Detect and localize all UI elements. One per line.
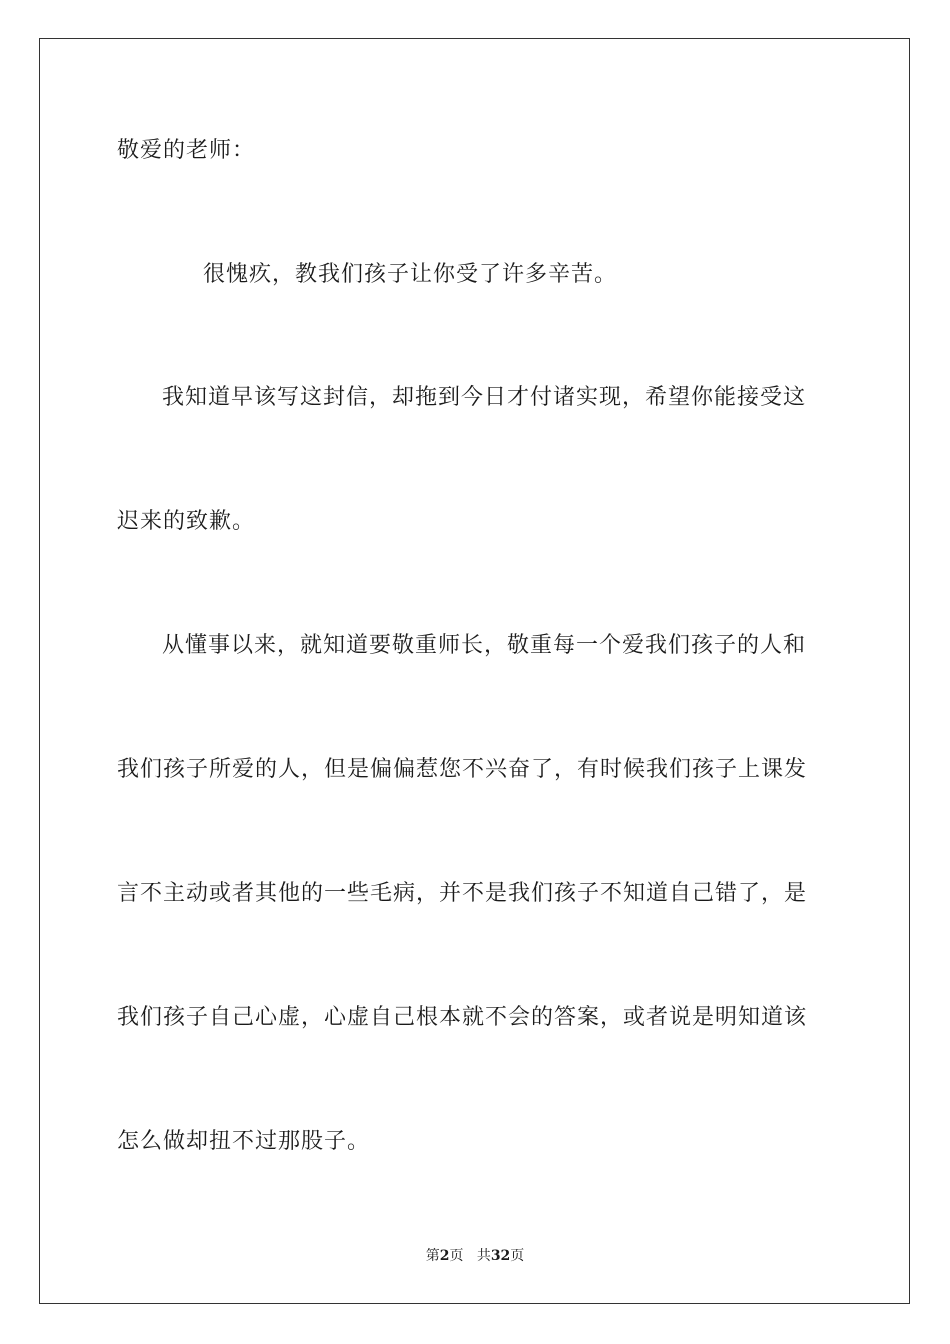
paragraph-line-2: 我知道早该写这封信，却拖到今日才付诸实现，希望你能接受这 <box>162 385 807 410</box>
salutation: 敬爱的老师： <box>117 138 256 163</box>
page-border <box>39 38 910 1304</box>
total-prefix: 共 <box>476 1248 491 1264</box>
paragraph-line-7: 我们孩子自己心虚，心虚自己根本就不会的答案，或者说是明知道该 <box>117 1005 808 1030</box>
page-number: 2 <box>439 1248 450 1264</box>
paragraph-line-3: 迟来的致歉。 <box>117 509 256 534</box>
paragraph-line-8: 怎么做却扭不过那股子。 <box>117 1129 371 1154</box>
page-prefix: 第 <box>425 1248 440 1264</box>
page-suffix: 页 <box>449 1248 464 1264</box>
paragraph-line-1: 很愧疚，教我们孩子让你受了许多辛苦。 <box>203 262 618 287</box>
total-suffix: 页 <box>510 1248 525 1264</box>
paragraph-line-6: 言不主动或者其他的一些毛病，并不是我们孩子不知道自己错了，是 <box>117 881 808 906</box>
paragraph-line-5: 我们孩子所爱的人，但是偏偏惹您不兴奋了，有时候我们孩子上课发 <box>117 757 808 782</box>
total-pages: 32 <box>490 1248 511 1264</box>
paragraph-line-4: 从懂事以来，就知道要敬重师长，敬重每一个爱我们孩子的人和 <box>162 633 807 658</box>
page-footer <box>0 1246 950 1266</box>
